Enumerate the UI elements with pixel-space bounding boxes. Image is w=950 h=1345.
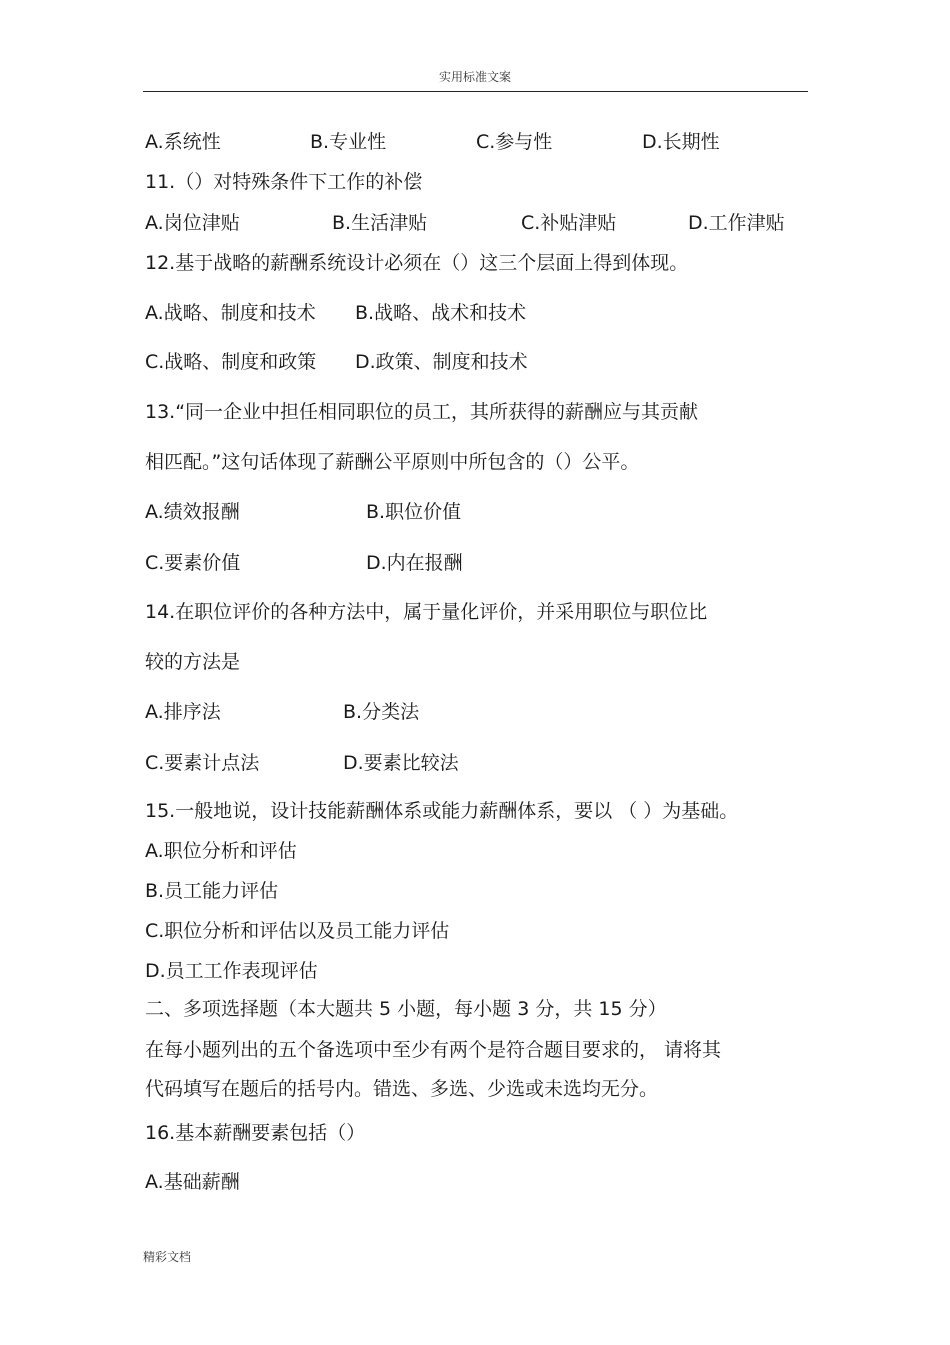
q12-option-c: C.战略、制度和政策	[145, 351, 317, 373]
q11-option-d: D.工作津贴	[688, 212, 785, 234]
q10-option-d: D.长期性	[642, 131, 720, 153]
q14-option-b: B.分类法	[343, 701, 420, 723]
q12-stem: 12.基于战略的薪酬系统设计必须在（）这三个层面上得到体现。	[145, 252, 689, 274]
q14-stem-line1: 14.在职位评价的各种方法中，属于量化评价，并采用职位与职位比	[145, 601, 708, 623]
header-divider	[143, 91, 808, 92]
q13-option-d: D.内在报酬	[366, 552, 463, 574]
q12-option-a: A.战略、制度和技术	[145, 302, 316, 324]
q13-stem-line1: 13.“同一企业中担任相同职位的员工，其所获得的薪酬应与其贡献	[145, 401, 699, 423]
section2-instruction-line2: 代码填写在题后的括号内。错选、多选、少选或未选均无分。	[145, 1078, 659, 1100]
q11-option-c: C.补贴津贴	[521, 212, 617, 234]
q10-option-c: C.参与性	[476, 131, 553, 153]
q13-stem-line2: 相匹配。”这句话体现了薪酬公平原则中所包含的（）公平。	[145, 451, 640, 473]
q11-stem: 11.（）对特殊条件下工作的补偿	[145, 171, 423, 193]
page-footer: 精彩文档	[143, 1250, 192, 1264]
q10-option-a: A.系统性	[145, 131, 221, 153]
q10-option-b: B.专业性	[310, 131, 387, 153]
q15-option-a: A.职位分析和评估	[145, 840, 297, 862]
q14-option-c: C.要素计点法	[145, 752, 260, 774]
q11-option-b: B.生活津贴	[332, 212, 428, 234]
q13-option-c: C.要素价值	[145, 552, 241, 574]
q15-option-c: C.职位分析和评估以及员工能力评估	[145, 920, 450, 942]
q11-option-a: A.岗位津贴	[145, 212, 240, 234]
q14-stem-line2: 较的方法是	[145, 651, 241, 673]
q14-option-a: A.排序法	[145, 701, 221, 723]
q16-option-a: A.基础薪酬	[145, 1171, 240, 1193]
page-header: 实用标准文案	[438, 70, 511, 84]
q12-option-b: B.战略、战术和技术	[355, 302, 527, 324]
section2-instruction-line1: 在每小题列出的五个备选项中至少有两个是符合题目要求的， 请将其	[145, 1039, 722, 1061]
q15-option-d: D.员工工作表现评估	[145, 960, 318, 982]
q13-option-a: A.绩效报酬	[145, 501, 240, 523]
q15-stem: 15.一般地说，设计技能薪酬体系或能力薪酬体系，要以 （ ）为基础。	[145, 800, 739, 822]
section2-heading: 二、多项选择题（本大题共 5 小题，每小题 3 分，共 15 分）	[145, 998, 667, 1020]
q12-option-d: D.政策、制度和技术	[355, 351, 528, 373]
q15-option-b: B.员工能力评估	[145, 880, 279, 902]
q13-option-b: B.职位价值	[366, 501, 462, 523]
q14-option-d: D.要素比较法	[343, 752, 459, 774]
q16-stem: 16.基本薪酬要素包括（）	[145, 1122, 366, 1144]
